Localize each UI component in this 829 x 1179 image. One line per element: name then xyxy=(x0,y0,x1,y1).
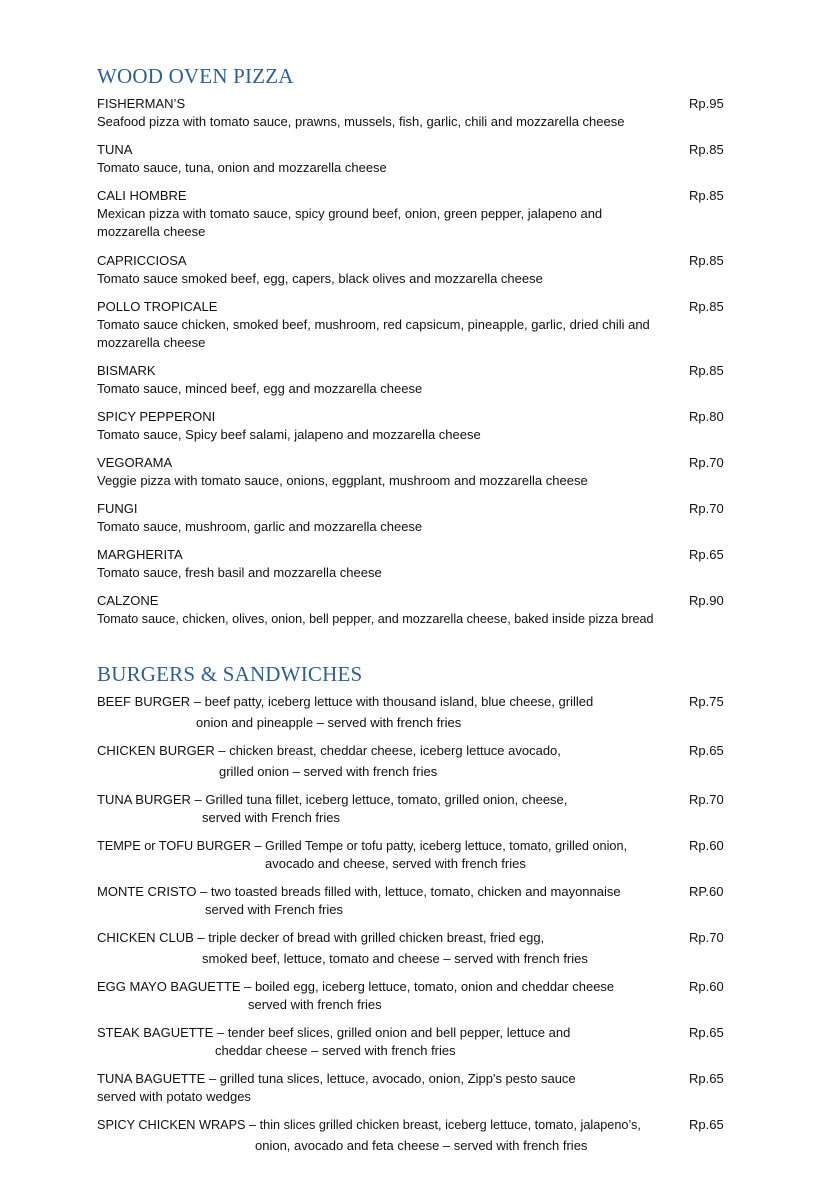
menu-item-steak-baguette xyxy=(97,1024,724,1060)
item-price: Rp.85 xyxy=(689,188,724,203)
menu-item-chicken-club xyxy=(97,929,724,968)
item-text-cont: served with French fries xyxy=(202,810,340,825)
menu-item-tempe-tofu-burger xyxy=(97,837,724,873)
item-text-cont: avocado and cheese, served with french fries xyxy=(265,856,526,871)
burgers-section-title: BURGERS & SANDWICHES xyxy=(97,662,363,686)
menu-item-spicy-pepperoni xyxy=(97,408,724,444)
item-name: VEGORAMA xyxy=(97,455,173,470)
item-name: MARGHERITA xyxy=(97,547,183,562)
item-desc: Tomato sauce smoked beef, egg, capers, black olives and mozzarella cheese xyxy=(97,271,543,286)
item-price: Rp.85 xyxy=(689,142,724,157)
item-price: Rp.65 xyxy=(689,1071,724,1086)
menu-item-tuna-baguette xyxy=(97,1070,724,1106)
item-name: FUNGI xyxy=(97,501,138,516)
item-text: CHICKEN BURGER – chicken breast, cheddar cheese, iceberg lettuce avocado, xyxy=(97,743,561,758)
item-desc: Tomato sauce, tuna, onion and mozzarella cheese xyxy=(97,160,387,175)
item-text: SPICY CHICKEN WRAPS – thin slices grilled chicken breast, iceberg lettuce, tomato, jalapeno’s, xyxy=(97,1118,641,1132)
menu-item-vegorama xyxy=(97,454,724,490)
menu-item-chicken-burger xyxy=(97,742,724,781)
item-text: CHICKEN CLUB – triple decker of bread with grilled chicken breast, fried egg, xyxy=(97,930,545,945)
menu-item-capricciosa xyxy=(97,252,724,288)
item-price: Rp.90 xyxy=(689,593,724,608)
item-price: Rp.85 xyxy=(689,253,724,268)
item-desc: Tomato sauce, chicken, olives, onion, bell pepper, and mozzarella cheese, baked inside pizza bread xyxy=(97,612,654,626)
item-price: Rp.85 xyxy=(689,363,724,378)
item-text: TUNA BAGUETTE – grilled tuna slices, lettuce, avocado, onion, Zipp's pesto sauce xyxy=(97,1071,576,1086)
menu-item-bismark xyxy=(97,362,724,398)
item-price: Rp.65 xyxy=(689,547,724,562)
item-text-cont: cheddar cheese – served with french fries xyxy=(215,1043,456,1058)
item-text-cont: onion, avocado and feta cheese – served with french fries xyxy=(255,1138,588,1153)
item-name: POLLO TROPICALE xyxy=(97,299,218,314)
item-desc: Tomato sauce, Spicy beef salami, jalapeno and mozzarella cheese xyxy=(97,427,481,442)
pizza-section-title: WOOD OVEN PIZZA xyxy=(97,64,294,88)
item-price: Rp.70 xyxy=(689,792,724,807)
item-price: Rp.65 xyxy=(689,743,724,758)
item-desc: Tomato sauce chicken, smoked beef, mushroom, red capsicum, pineapple, garlic, dried chili and mozzarella cheese xyxy=(97,317,650,350)
item-price: Rp.70 xyxy=(689,501,724,516)
menu-item-pollo-tropicale xyxy=(97,298,724,352)
item-name: CALI HOMBRE xyxy=(97,188,187,203)
item-desc: Tomato sauce, fresh basil and mozzarella cheese xyxy=(97,565,382,580)
menu-item-egg-mayo-baguette xyxy=(97,978,724,1014)
item-text-cont: smoked beef, lettuce, tomato and cheese – served with french fries xyxy=(202,951,588,966)
item-text: EGG MAYO BAGUETTE – boiled egg, iceberg lettuce, tomato, onion and cheddar cheese xyxy=(97,979,615,994)
item-name: TUNA xyxy=(97,142,133,157)
item-text-cont: grilled onion – served with french fries xyxy=(219,764,438,779)
item-price: Rp.85 xyxy=(689,299,724,314)
item-desc: Mexican pizza with tomato sauce, spicy ground beef, onion, green pepper, jalapeno and mozzarella cheese xyxy=(97,206,603,239)
item-price: Rp.60 xyxy=(689,838,724,853)
item-text-cont: served with french fries xyxy=(248,997,382,1012)
menu-item-margherita xyxy=(97,546,724,582)
item-price: Rp.70 xyxy=(689,455,724,470)
item-text: TUNA BURGER – Grilled tuna fillet, iceberg lettuce, tomato, grilled onion, cheese, xyxy=(97,792,568,807)
item-price: Rp.60 xyxy=(689,979,724,994)
item-text: STEAK BAGUETTE – tender beef slices, grilled onion and bell pepper, lettuce and xyxy=(97,1025,571,1040)
item-name: BISMARK xyxy=(97,363,156,378)
menu-item-spicy-chicken-wraps xyxy=(97,1116,724,1155)
item-text: TEMPE or TOFU BURGER – Grilled Tempe or tofu patty, iceberg lettuce, tomato, grilled onion, xyxy=(97,839,628,853)
menu-item-calzone xyxy=(97,592,737,628)
menu-item-tuna-burger xyxy=(97,791,724,827)
item-price: RP.60 xyxy=(689,884,724,899)
item-name: CAPRICCIOSA xyxy=(97,253,187,268)
item-desc: Tomato sauce, minced beef, egg and mozzarella cheese xyxy=(97,381,423,396)
menu-item-monte-cristo xyxy=(97,883,724,919)
item-price: Rp.95 xyxy=(689,96,724,111)
item-text-cont: served with French fries xyxy=(205,902,343,917)
menu-item-beef-burger xyxy=(97,693,724,732)
item-name: SPICY PEPPERONI xyxy=(97,409,216,424)
item-desc: Veggie pizza with tomato sauce, onions, eggplant, mushroom and mozzarella cheese xyxy=(97,473,588,488)
menu-item-fungi xyxy=(97,500,724,536)
item-name: FISHERMAN’S xyxy=(97,96,186,111)
item-text: BEEF BURGER – beef patty, iceberg lettuce with thousand island, blue cheese, grilled xyxy=(97,694,594,709)
item-text: MONTE CRISTO – two toasted breads filled with, lettuce, tomato, chicken and mayonnaise xyxy=(97,884,621,899)
item-price: Rp.80 xyxy=(689,409,724,424)
item-desc: Seafood pizza with tomato sauce, prawns, mussels, fish, garlic, chili and mozzarella cheese xyxy=(97,114,625,129)
item-text-cont: served with potato wedges xyxy=(97,1089,251,1104)
item-desc: Tomato sauce, mushroom, garlic and mozzarella cheese xyxy=(97,519,423,534)
menu-item-cali-hombre xyxy=(97,187,724,241)
item-price: Rp.75 xyxy=(689,694,724,709)
menu-item-tuna xyxy=(97,141,724,177)
item-name: CALZONE xyxy=(97,593,159,608)
item-price: Rp.70 xyxy=(689,930,724,945)
item-price: Rp.65 xyxy=(689,1117,724,1132)
item-price: Rp.65 xyxy=(689,1025,724,1040)
menu-item-fishermans xyxy=(97,95,724,131)
item-text-cont: onion and pineapple – served with french fries xyxy=(196,715,462,730)
